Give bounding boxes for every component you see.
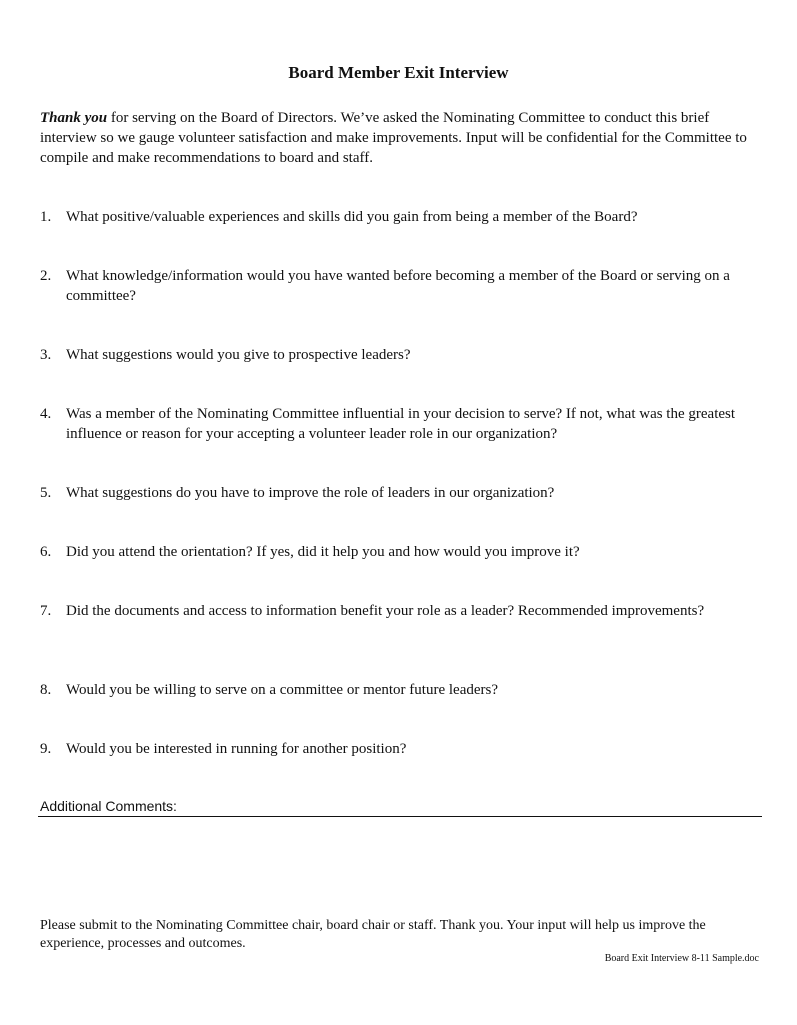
question-text: Was a member of the Nominating Committee influential in your decision to serve? If not, what was the greatest influence or reason for your accepting a volunteer leader role in our organization? — [66, 406, 736, 442]
question-text: What suggestions would you give to prospective leaders? — [66, 347, 411, 363]
intro-text: for serving on the Board of Directors. We’ve asked the Nominating Committee to conduct this brief interview so we gauge volunteer satisfaction and make improvements. Input will be confidential for the Committee to compile and make recommendations to board and staff. — [40, 110, 747, 166]
comments-underline — [38, 816, 762, 817]
question-item — [40, 739, 765, 759]
page-title: Board Member Exit Interview — [288, 63, 509, 82]
question-number: 2. — [40, 268, 52, 284]
question-number: 1. — [40, 209, 52, 225]
additional-comments-label: Additional Comments: — [40, 798, 177, 814]
question-number: 5. — [40, 485, 52, 501]
question-number: 4. — [40, 406, 52, 422]
question-item — [40, 345, 765, 365]
question-item — [40, 404, 765, 444]
intro-paragraph — [40, 108, 765, 168]
question-number: 3. — [40, 347, 52, 363]
question-item — [40, 207, 765, 227]
question-text: Would you be interested in running for another position? — [66, 741, 407, 757]
question-text: Did the documents and access to information benefit your role as a leader? Recommended improvements? — [66, 603, 705, 619]
question-item — [40, 266, 765, 306]
intro-lead: Thank you — [40, 110, 108, 126]
question-text: What positive/valuable experiences and skills did you gain from being a member of the Board? — [66, 209, 638, 225]
question-number: 9. — [40, 741, 52, 757]
question-text: What knowledge/information would you have wanted before becoming a member of the Board or serving on a committee? — [66, 268, 730, 304]
question-text: Did you attend the orientation? If yes, did it help you and how would you improve it? — [66, 544, 580, 560]
question-number: 6. — [40, 544, 52, 560]
question-item — [40, 483, 765, 503]
question-item — [40, 680, 765, 700]
question-text: Would you be willing to serve on a committee or mentor future leaders? — [66, 682, 498, 698]
question-text: What suggestions do you have to improve the role of leaders in our organization? — [66, 485, 555, 501]
question-number: 8. — [40, 682, 52, 698]
question-number: 7. — [40, 603, 52, 619]
submission-note: Please submit to the Nominating Committee chair, board chair or staff. Thank you. Your input will help us improve the experience, processes and outcomes. — [40, 918, 706, 951]
question-item — [40, 542, 765, 562]
question-item — [40, 601, 765, 621]
document-filename: Board Exit Interview 8-11 Sample.doc — [604, 953, 759, 964]
